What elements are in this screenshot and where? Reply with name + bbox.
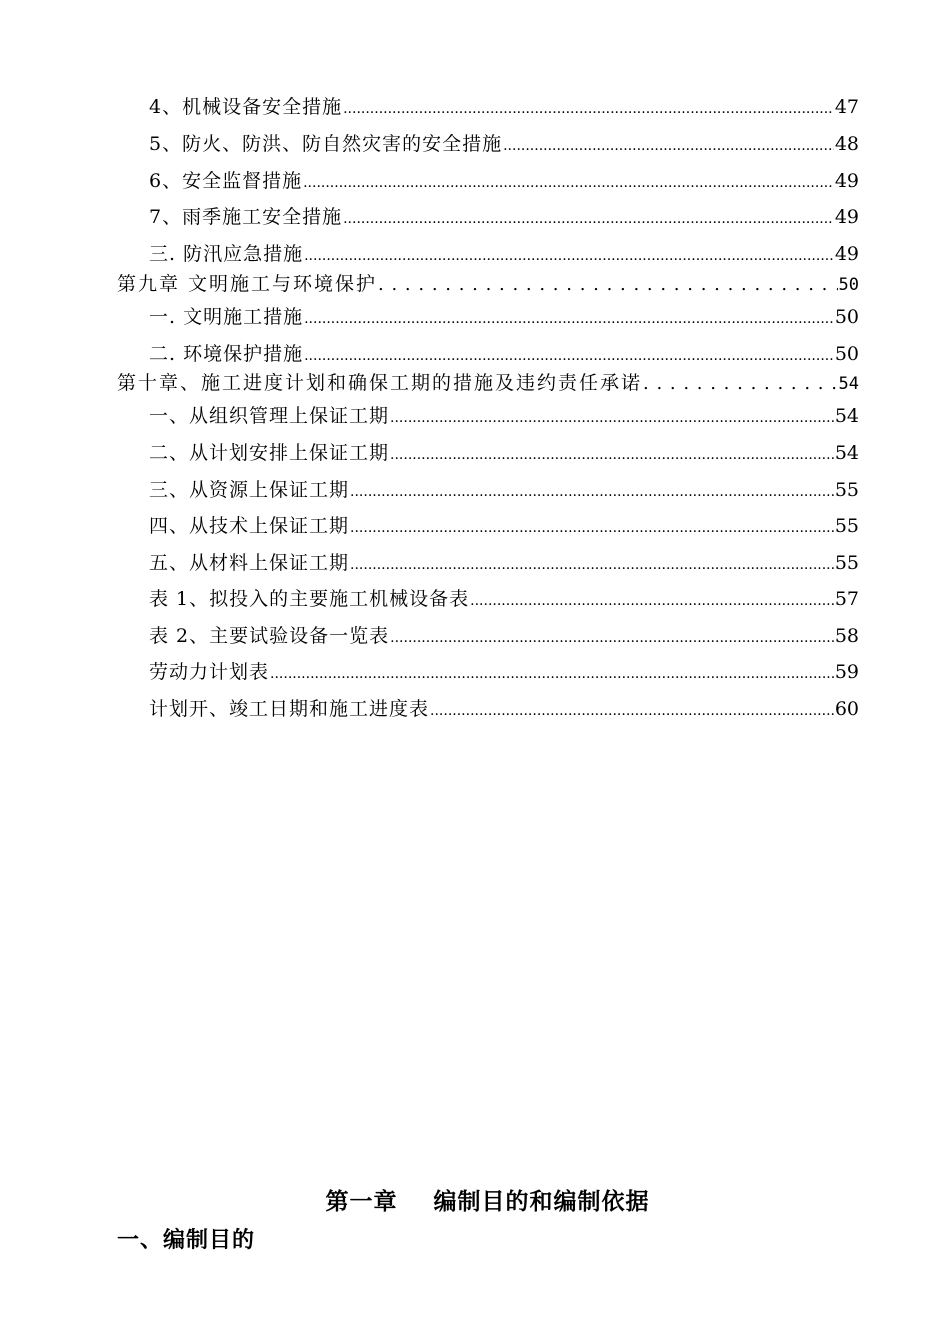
toc-page-number: 50 xyxy=(838,275,859,295)
toc-page-number: 49 xyxy=(834,243,859,265)
toc-entry[interactable] xyxy=(149,584,859,614)
toc-entry[interactable] xyxy=(149,302,859,332)
toc-entry-label: 二、从计划安排上保证工期 xyxy=(149,442,390,464)
toc-leader-dots xyxy=(343,92,834,124)
toc-entry-label: 二. 环境保护措施 xyxy=(149,343,304,365)
section-heading: 一、编制目的 xyxy=(117,1228,256,1253)
toc-page-number: 50 xyxy=(834,343,859,365)
toc-leader-dots xyxy=(304,239,834,271)
toc-leader-dots xyxy=(350,475,834,507)
toc-entry-label: 6、安全监督措施 xyxy=(149,170,303,192)
toc-leader-dots xyxy=(304,339,834,371)
toc-page-number: 54 xyxy=(834,405,859,427)
toc-page-number: 49 xyxy=(834,206,859,228)
toc-leader-dots xyxy=(350,511,834,543)
toc-entry[interactable] xyxy=(149,339,859,369)
toc-entry-label: 三. 防汛应急措施 xyxy=(149,243,304,265)
toc-entry-label: 计划开、竣工日期和施工进度表 xyxy=(149,698,430,720)
toc-entry[interactable] xyxy=(149,621,859,651)
toc-leader-dots xyxy=(430,694,834,726)
toc-page-number: 60 xyxy=(834,698,859,720)
toc-page-number: 47 xyxy=(834,96,859,118)
toc-entry[interactable] xyxy=(149,657,859,687)
toc-entry[interactable] xyxy=(149,475,859,505)
toc-leader-dots xyxy=(350,548,834,580)
toc-entry-label: 一. 文明施工措施 xyxy=(149,306,304,328)
toc-entry[interactable] xyxy=(149,129,859,159)
toc-leader-dots xyxy=(343,202,834,234)
toc-entry[interactable] xyxy=(149,438,859,468)
toc-page-number: 55 xyxy=(834,515,859,537)
toc-entry-label: 表 2、主要试验设备一览表 xyxy=(149,625,390,647)
toc-chapter-entry[interactable] xyxy=(117,269,859,299)
toc-page-number: 49 xyxy=(834,170,859,192)
toc-entry-label: 表 1、拟投入的主要施工机械设备表 xyxy=(149,588,470,610)
toc-page-number: 54 xyxy=(838,374,859,394)
toc-entry[interactable] xyxy=(149,401,859,431)
toc-entry-label: 四、从技术上保证工期 xyxy=(149,515,350,537)
toc-entry-label: 三、从资源上保证工期 xyxy=(149,479,350,501)
toc-entry[interactable] xyxy=(149,548,859,578)
toc-entry-label: 4、机械设备安全措施 xyxy=(149,96,343,118)
toc-entry[interactable] xyxy=(149,511,859,541)
toc-page-number: 54 xyxy=(834,442,859,464)
toc-page-number: 55 xyxy=(834,552,859,574)
toc-entry[interactable] xyxy=(149,694,859,724)
toc-entry-label: 第十章、施工进度计划和确保工期的措施及违约责任承诺 xyxy=(117,372,643,394)
toc-leader-dots xyxy=(390,438,834,470)
toc-chapter-entry[interactable] xyxy=(117,368,859,398)
toc-entry-label: 7、雨季施工安全措施 xyxy=(149,206,343,228)
toc-entry-label: 第九章 文明施工与环境保护 xyxy=(117,273,378,295)
toc-entry-label: 五、从材料上保证工期 xyxy=(149,552,350,574)
toc-leader-dots xyxy=(390,401,834,433)
toc-leader-dots xyxy=(304,302,834,334)
toc-entry-label: 劳动力计划表 xyxy=(149,661,270,683)
toc-leader-dots xyxy=(470,584,834,616)
chapter-heading: 第一章 编制目的和编制依据 xyxy=(325,1189,650,1215)
toc-page-number: 59 xyxy=(834,661,859,683)
toc-entry[interactable] xyxy=(149,166,859,196)
toc-page-number: 48 xyxy=(834,133,859,155)
toc-leader-dots xyxy=(503,129,834,161)
toc-leader-dots xyxy=(378,269,837,300)
toc-entry-label: 5、防火、防洪、防自然灾害的安全措施 xyxy=(149,133,503,155)
toc-entry[interactable] xyxy=(149,202,859,232)
toc-page-number: 50 xyxy=(834,306,859,328)
toc-leader-dots xyxy=(643,368,838,399)
toc-entry[interactable] xyxy=(149,239,859,269)
toc-entry-label: 一、从组织管理上保证工期 xyxy=(149,405,390,427)
toc-page-number: 55 xyxy=(834,479,859,501)
toc-entry[interactable] xyxy=(149,92,859,122)
toc-leader-dots xyxy=(303,166,834,198)
toc-leader-dots xyxy=(270,657,834,689)
toc-page-number: 58 xyxy=(834,625,859,647)
toc-leader-dots xyxy=(390,621,834,653)
toc-page-number: 57 xyxy=(834,588,859,610)
